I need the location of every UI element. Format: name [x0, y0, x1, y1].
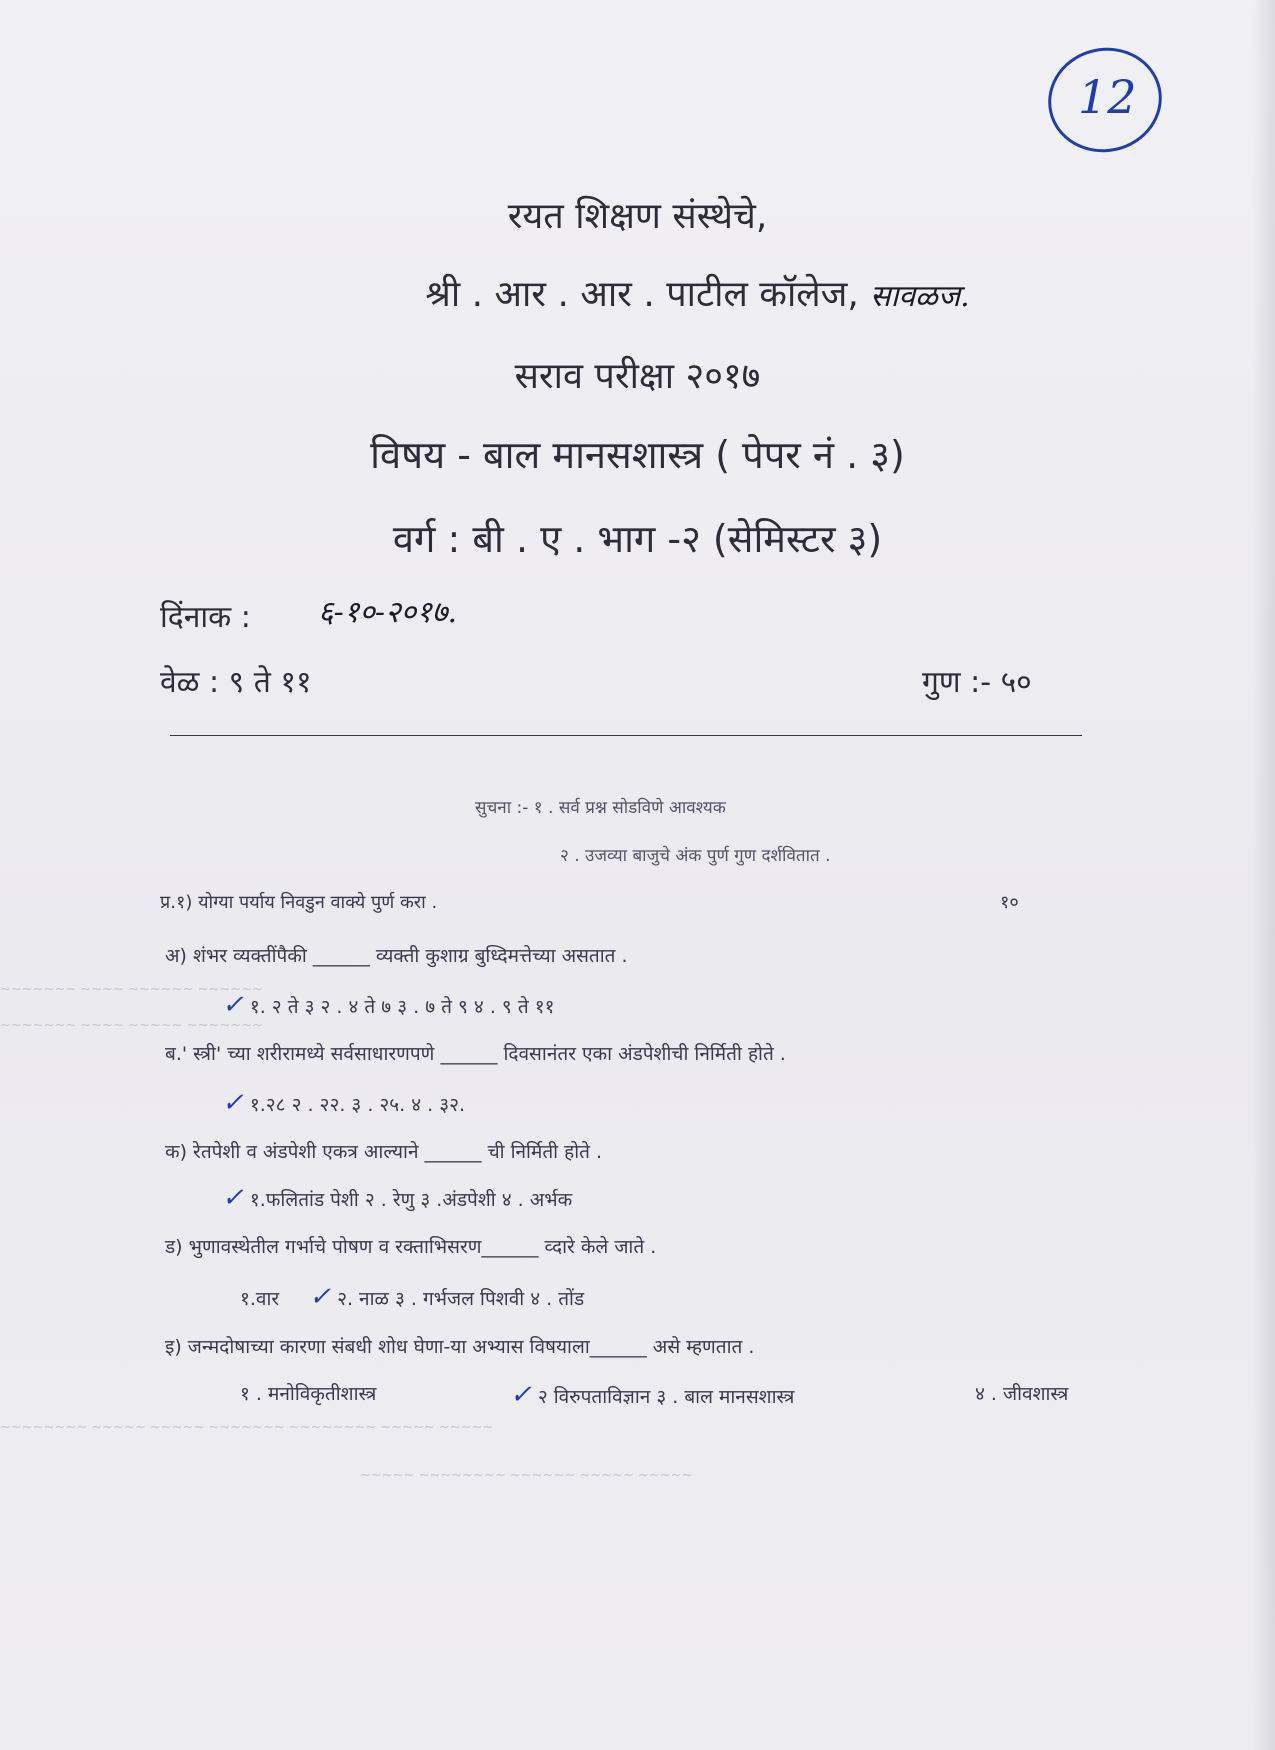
org-name: रयत शिक्षण संस्थेचे,	[507, 196, 768, 237]
page-number: 12	[1078, 70, 1137, 124]
answer-tick: ✓	[222, 1183, 244, 1213]
question-item-a: अ) शंभर व्यक्तींपैकी ______ व्यक्ती कुशाग्र बुध्दिमत्तेच्या असतात .	[165, 945, 628, 967]
instruction-2: २ . उजव्या बाजुचे अंक पुर्ण गुण दर्शवितात .	[560, 846, 831, 866]
college-line	[60, 268, 1275, 317]
instruction-1: सुचना :- १ . सर्व प्रश्न सोडविणे आवश्यक	[475, 798, 726, 818]
question-item-e: इ) जन्मदोषाच्या कारणा संबधी शोध घेणा-या अभ्यास विषयाला______ असे म्हणतात .	[165, 1336, 755, 1358]
subject-title: विषय - बाल मानसशास्त्र ( पेपर नं . ३)	[370, 433, 905, 477]
paper-edge-shadow	[1251, 0, 1275, 1750]
question-item-b: ब.' स्त्री' च्या शरीरामध्ये सर्वसाधारणपणे ______ दिवसानंतर एका अंडपेशीची निर्मिती होते .	[165, 1043, 786, 1065]
total-marks: गुण :- ५०	[922, 665, 1032, 700]
options-text: १.वार	[240, 1288, 280, 1310]
date-value-handwritten: ६-१०-२०१७.	[318, 595, 458, 630]
bleed-through-text: ~~~~~~~ ~~~~ ~~~~~ ~~~~~~~	[0, 1018, 263, 1033]
options-text: १.फलितांड पेशी २ . रेणु ३ .अंडपेशी ४ . अर्भक	[249, 1189, 573, 1211]
bleed-through-text: ~~~~~~~ ~~~~ ~~~~~~ ~~~~~~	[0, 982, 263, 997]
options-item-c	[222, 1183, 572, 1213]
options-item-d	[240, 1282, 584, 1312]
exam-title: सराव परीक्षा २०१७	[514, 356, 761, 397]
answer-tick: ✓	[510, 1380, 532, 1410]
class-title: वर्ग : बी . ए . भाग -२ (सेमिस्टर ३)	[392, 517, 883, 561]
options-item-e-2	[510, 1380, 794, 1410]
options-text: २. नाळ ३ . गर्भजल पिशवी ४ . तोंड	[337, 1288, 585, 1310]
options-item-a	[222, 990, 554, 1020]
answer-tick: ✓	[222, 1088, 244, 1118]
college-name: श्री . आर . आर . पाटील कॉलेज,	[425, 274, 859, 315]
options-text: १. २ ते ३ २ . ४ ते ७ ३ . ७ ते ९ ४ . ९ ते ११	[249, 996, 555, 1018]
question-item-c: क) रेतपेशी व अंडपेशी एकत्र आल्याने ______ ची निर्मिती होते .	[165, 1141, 603, 1163]
bleed-through-text: ~~~~~~~~ ~~~~~ ~~~~~ ~~~~~~~ ~~~~~~~~ ~~~~~ ~~~~~	[0, 1420, 494, 1435]
bleed-through-text: ~~~~~ ~~~~~~~~ ~~~~~~ ~~~~~ ~~~~~	[360, 1468, 693, 1483]
options-item-e-3: ४ . जीवशास्त्र	[975, 1383, 1069, 1405]
options-item-b	[222, 1088, 465, 1118]
question-item-d: ड) भुणावस्थेतील गर्भाचे पोषण व रक्ताभिसरण______ व्दारे केले जाते .	[165, 1236, 657, 1258]
date-label: दिंनाक :	[160, 600, 251, 635]
options-text: २ विरुपताविज्ञान ३ . बाल मानसशास्त्र	[537, 1386, 795, 1408]
college-place-handwritten: सावळज.	[870, 279, 970, 314]
options-item-e-1: १ . मनोविकृतीशास्त्र	[240, 1383, 377, 1405]
answer-tick: ✓	[309, 1282, 332, 1312]
divider	[170, 735, 1082, 736]
options-text: १.२८ २ . २२. ३ . २५. ४ . ३२.	[249, 1094, 466, 1116]
question-1-prompt: प्र.१) योग्या पर्याय निवडुन वाक्ये पुर्ण करा .	[160, 892, 438, 913]
question-1-marks: १०	[1000, 892, 1019, 913]
exam-time: वेळ : ९ ते ११	[160, 665, 312, 700]
answer-tick: ✓	[222, 990, 244, 1020]
